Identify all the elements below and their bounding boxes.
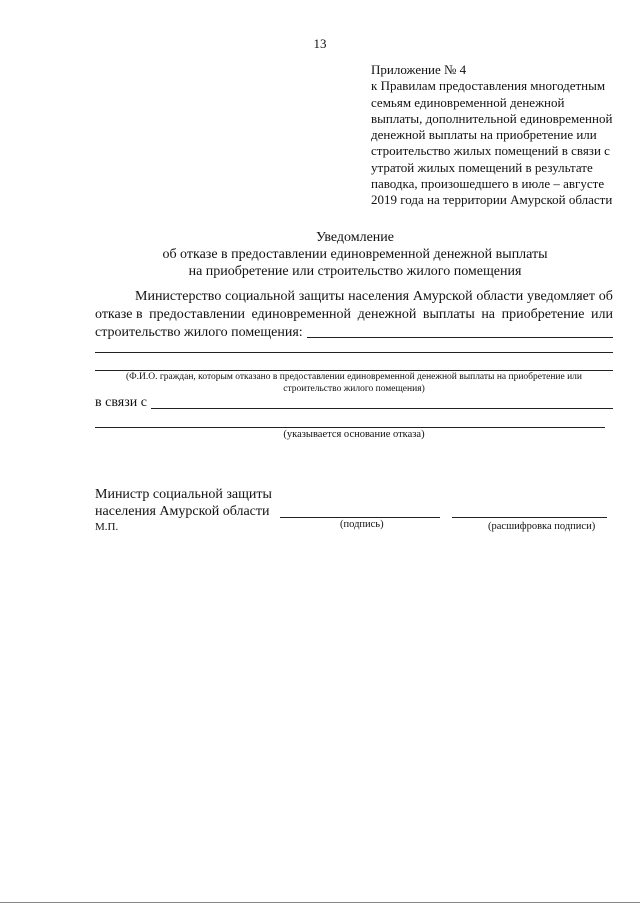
document-title: [60, 229, 640, 280]
title-line: Уведомление: [315, 230, 394, 245]
reason-caption: (указывается основание отказа): [283, 429, 425, 440]
fill-line[interactable]: [95, 427, 605, 428]
name-caption: (расшифровка подписи): [488, 521, 596, 532]
paragraph-line: [95, 306, 613, 324]
appendix-line: паводка, произошедшего в июле – августе: [371, 176, 605, 192]
word: приобретение: [501, 307, 585, 322]
reason-row: [95, 395, 613, 411]
title-line: об отказе в предоставлении единовременной денежной выплаты: [162, 247, 548, 262]
appendix-line: выплаты, дополнительной единовременной: [371, 110, 613, 126]
reason-fill-line[interactable]: [151, 395, 613, 409]
appendix-line: 2019 года на территории Амурской области: [371, 192, 613, 208]
name-line[interactable]: [452, 517, 607, 518]
recipient-fill-line[interactable]: [307, 324, 613, 338]
caption-line: (Ф.И.О. граждан, которым отказано в предоставлении единовременной денежной выплаты на приобретение или: [125, 372, 582, 382]
appendix-line: денежной выплаты на приобретение или: [371, 127, 597, 143]
paragraph-line: [95, 324, 613, 342]
signatory-title: [95, 486, 272, 520]
word: защиты: [298, 289, 345, 304]
word: на: [481, 307, 496, 322]
signatory-line: населения Амурской области: [95, 504, 270, 519]
word: Министерство: [135, 289, 222, 304]
word: уведомляет: [526, 289, 596, 304]
word: области: [476, 289, 524, 304]
word: предоставлении: [149, 307, 245, 322]
stamp-label: М.П.: [95, 521, 119, 533]
appendix-line: Приложение № 4: [371, 62, 467, 77]
fill-line[interactable]: [95, 352, 613, 353]
fio-caption: [95, 371, 613, 395]
word: денежной: [357, 307, 417, 322]
signature-line[interactable]: [280, 517, 440, 518]
word: выплаты: [422, 307, 475, 322]
appendix-line: строительство жилых помещений в связи с: [371, 143, 610, 159]
page-number: 13: [313, 36, 327, 51]
signatory-line: Министр социальной защиты: [95, 487, 272, 502]
word: об: [598, 289, 613, 304]
word: социальной: [225, 289, 295, 304]
signature-caption: (подпись): [340, 519, 384, 530]
word: единовременной: [251, 307, 352, 322]
reason-label: в связи с: [95, 395, 147, 410]
title-line: на приобретение или строительство жилого помещения: [188, 264, 522, 279]
appendix-header: [371, 62, 621, 209]
paragraph-line: [95, 288, 613, 306]
word: отказе в: [95, 307, 143, 322]
word: Амурской: [412, 289, 473, 304]
appendix-line: семьям единовременной денежной: [371, 94, 565, 110]
page-edge: [0, 902, 640, 903]
word: населения: [348, 289, 410, 304]
word: или: [591, 307, 613, 322]
appendix-line: утратой жилых помещений в результате: [371, 159, 593, 175]
caption-line: строительство жилого помещения): [283, 384, 425, 394]
appendix-line: к Правилам предоставления многодетным: [371, 78, 606, 94]
notice-paragraph: [95, 288, 613, 342]
word: строительство жилого помещения:: [95, 325, 303, 340]
